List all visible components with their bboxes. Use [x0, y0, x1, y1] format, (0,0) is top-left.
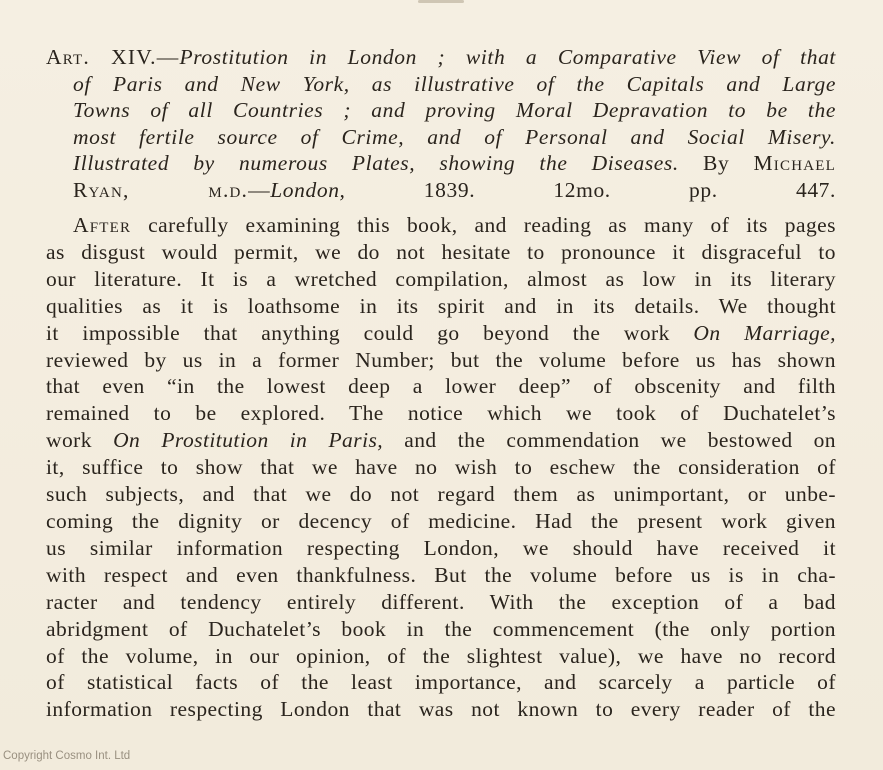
heading-line [46, 71, 836, 98]
body-text: and the commendation we bestowed on [383, 428, 836, 453]
heading-text: of Paris and New York, as illustrative of the Capitals and Large [73, 71, 836, 96]
body-line [46, 212, 836, 239]
body-text: information respecting London that was not known to every reader of the [46, 697, 836, 722]
heading-text: Prostitution in London ; with a Comparative View of that [179, 45, 836, 69]
body-text: that even “in the lowest deep a lower deep” of obscenity and filth [46, 374, 836, 399]
heading-text: Michael [753, 151, 836, 176]
body-text: it, suffice to show that we have no wish to eschew the consideration of [46, 455, 836, 480]
body-text: remained to be explored. The notice which we took of Duchatelet’s [46, 401, 836, 426]
body-line [46, 508, 836, 535]
body-line [46, 643, 836, 670]
body-line [46, 454, 836, 481]
body-line [46, 400, 836, 427]
body-line [46, 535, 836, 562]
body-text: racter and tendency entirely different. With the exception of a bad [46, 589, 836, 614]
body-text: such subjects, and that we do not regard them as unimportant, or unbe- [46, 482, 836, 507]
heading-line [46, 97, 836, 124]
body-text: it impossible that anything could go beyond the work [46, 320, 694, 345]
heading-text: 1839. 12mo. pp. 447. [345, 177, 836, 202]
body-line [46, 481, 836, 508]
copyright-watermark: Copyright Cosmo Int. Ltd [3, 750, 131, 762]
body-line [46, 320, 836, 347]
heading-text: Illustrated by numerous Plates, showing the Diseases. [73, 151, 679, 176]
body-text: qualities as it is loathsome in its spirit and in its details. We thought [46, 293, 836, 318]
heading-text: Towns of all Countries ; and proving Moral Depravation to be the [73, 98, 836, 123]
heading-line [46, 177, 836, 204]
body-line [46, 373, 836, 400]
heading-line [46, 124, 836, 151]
body-text: work [46, 428, 114, 453]
heading-text: most fertile source of Crime, and of Personal and Social Misery. [73, 124, 836, 149]
body-text: with respect and even thankfulness. But the volume before us is in cha- [46, 562, 836, 587]
body-text: coming the dignity or decency of medicine. Had the present work given [46, 508, 836, 533]
body-line [46, 696, 836, 723]
body-text: of statistical facts of the least importance, and scarcely a particle of [46, 670, 836, 695]
page-edge-mark [418, 0, 464, 3]
body-line [46, 669, 836, 696]
heading-line [46, 150, 836, 177]
body-text: On Prostitution in Paris, [113, 428, 384, 453]
body-text: our literature. It is a wretched compilation, almost as low in its literary [46, 266, 836, 291]
body-text: After [73, 213, 132, 237]
heading-text: Art. XIV.— [46, 45, 180, 69]
heading-text: By [678, 151, 754, 176]
body-text: of the volume, in our opinion, of the slightest value), we have no record [46, 643, 836, 668]
body-line [46, 266, 836, 293]
heading-line [46, 44, 836, 71]
body-line [46, 562, 836, 589]
article-heading [46, 44, 836, 204]
body-text: abridgment of Duchatelet’s book in the commencement (the only portion [46, 616, 836, 641]
body-text: us similar information respecting London, we should have received it [46, 535, 836, 560]
body-line [46, 616, 836, 643]
body-line [46, 239, 836, 266]
body-text: as disgust would permit, we do not hesitate to pronounce it disgraceful to [46, 239, 836, 264]
body-text: On Marriage, [693, 320, 836, 345]
body-text: reviewed by us in a former Number; but the volume before us has shown [46, 347, 836, 372]
heading-text: — [248, 177, 271, 202]
heading-text: London, [270, 177, 346, 202]
body-text: carefully examining this book, and reading as many of its pages [131, 213, 836, 237]
article-body [46, 212, 836, 723]
body-line [46, 427, 836, 454]
heading-text: Ryan, m.d. [73, 177, 249, 202]
body-line [46, 347, 836, 374]
body-line [46, 293, 836, 320]
body-line [46, 589, 836, 616]
